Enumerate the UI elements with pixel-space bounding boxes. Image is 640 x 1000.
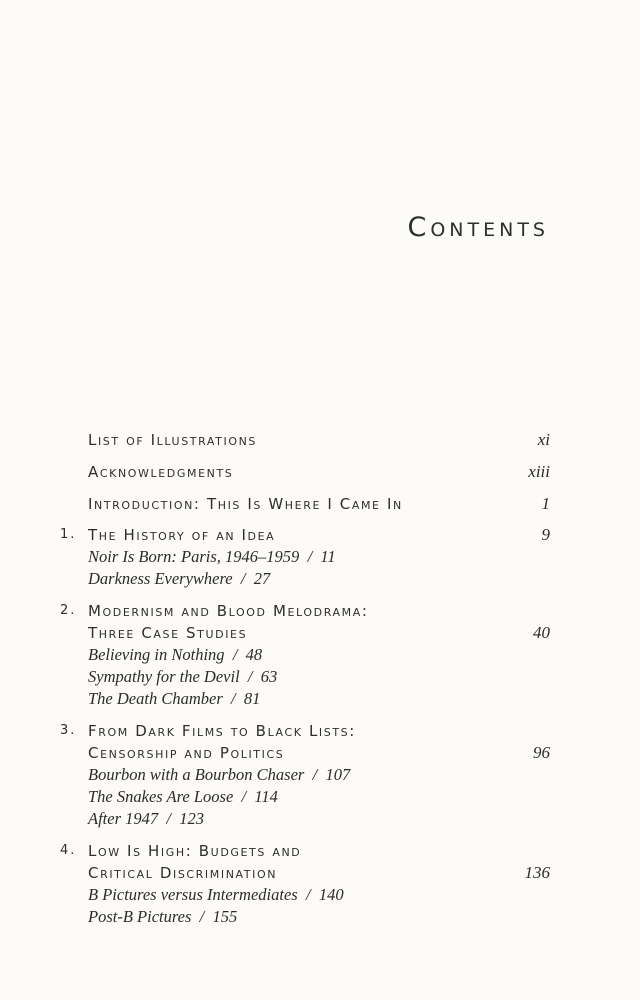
chapter-title-line-1: Low Is High: Budgets and — [88, 842, 302, 860]
chapter-number: 1. — [60, 527, 77, 542]
front-matter — [0, 428, 640, 524]
section-title: Noir Is Born: Paris, 1946–1959 / 11 — [88, 547, 336, 566]
entry-page: xiii — [528, 462, 550, 481]
entry-title: Acknowledgments — [88, 463, 234, 481]
section-title: Post-B Pictures / 155 — [88, 907, 238, 926]
chapter-title: The History of an Idea — [88, 526, 276, 544]
entry-title: List of Illustrations — [88, 431, 258, 449]
section-title: The Death Chamber / 81 — [88, 689, 261, 708]
chapter-title-row[interactable] — [0, 524, 640, 546]
section-row[interactable] — [0, 884, 640, 906]
section-row[interactable] — [0, 688, 640, 710]
section-row[interactable] — [0, 808, 640, 830]
section-row[interactable] — [0, 546, 640, 568]
chapter-title-line-2: Three Case Studies — [88, 624, 248, 642]
entry-page: xi — [537, 430, 550, 449]
section-row[interactable] — [0, 906, 640, 928]
chapter-title-line-1: Modernism and Blood Melodrama: — [88, 602, 369, 620]
chapter-number: 4. — [60, 843, 77, 858]
section-title: Believing in Nothing / 48 — [88, 645, 263, 664]
chapter-title-row[interactable] — [0, 840, 640, 862]
toc-entry-introduction[interactable] — [0, 492, 640, 524]
chapter-title-row[interactable] — [0, 600, 640, 622]
chapter-1 — [0, 524, 640, 590]
section-title: Darkness Everywhere / 27 — [88, 569, 271, 588]
entry-page: 1 — [541, 494, 550, 513]
chapter-title-row-2[interactable] — [0, 862, 640, 884]
section-title: B Pictures versus Intermediates / 140 — [88, 885, 344, 904]
chapter-title-line-2: Censorship and Politics — [88, 744, 285, 762]
chapter-3 — [0, 720, 640, 830]
section-title: The Snakes Are Loose / 114 — [88, 787, 278, 806]
page-title: Contents — [407, 212, 549, 243]
chapter-title-row[interactable] — [0, 720, 640, 742]
chapter-page: 136 — [524, 863, 550, 882]
chapter-title-line-2: Critical Discrimination — [88, 864, 278, 882]
chapter-number: 3. — [60, 723, 77, 738]
chapter-page: 40 — [533, 623, 550, 642]
section-row[interactable] — [0, 786, 640, 808]
chapter-number: 2. — [60, 603, 77, 618]
table-of-contents — [0, 428, 640, 928]
section-row[interactable] — [0, 666, 640, 688]
toc-entry-acknowledgments[interactable] — [0, 460, 640, 492]
toc-entry-list-of-illustrations[interactable] — [0, 428, 640, 460]
section-row[interactable] — [0, 764, 640, 786]
section-title: Bourbon with a Bourbon Chaser / 107 — [88, 765, 351, 784]
section-row[interactable] — [0, 644, 640, 666]
chapter-4 — [0, 840, 640, 928]
entry-title: Introduction: This Is Where I Came In — [88, 495, 403, 513]
chapter-2 — [0, 600, 640, 710]
chapter-title-row-2[interactable] — [0, 742, 640, 764]
section-title: After 1947 / 123 — [88, 809, 204, 828]
chapter-page: 9 — [541, 525, 550, 544]
chapter-title-row-2[interactable] — [0, 622, 640, 644]
chapter-page: 96 — [533, 743, 550, 762]
chapter-title-line-1: From Dark Films to Black Lists: — [88, 722, 356, 740]
section-title: Sympathy for the Devil / 63 — [88, 667, 278, 686]
section-row[interactable] — [0, 568, 640, 590]
